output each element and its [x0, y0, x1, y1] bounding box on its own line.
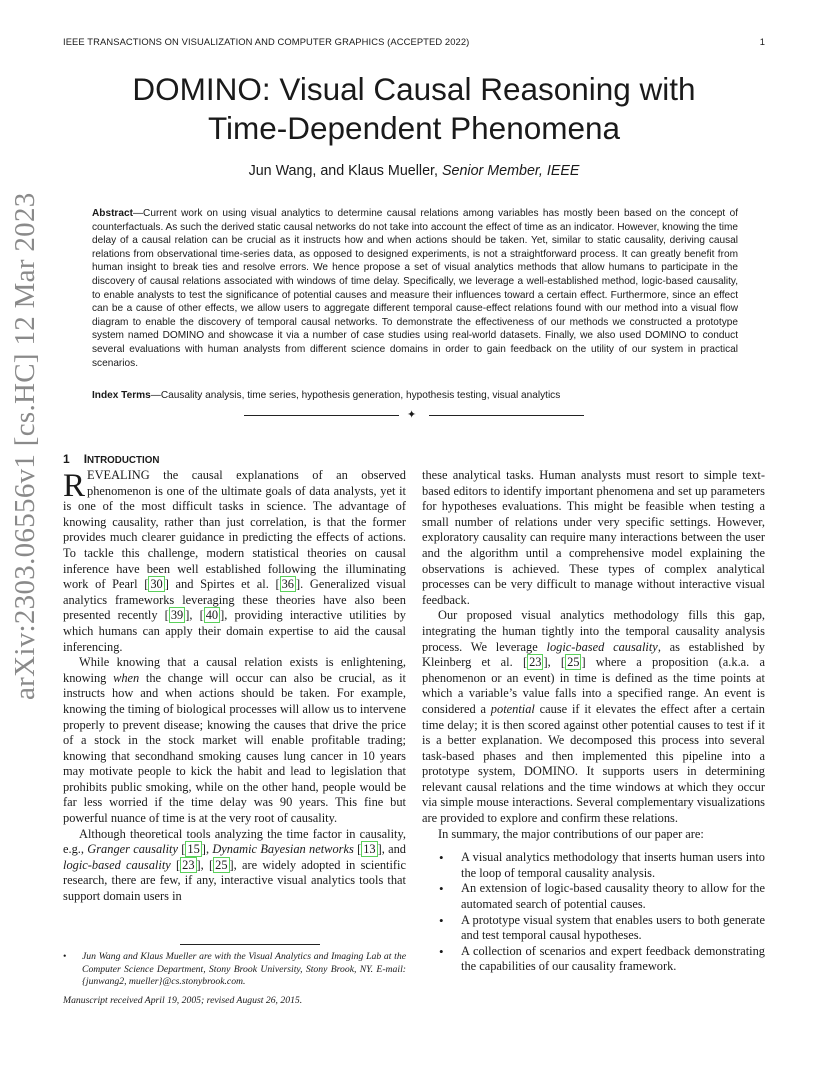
section-divider	[244, 408, 584, 422]
divider-line-right	[429, 415, 584, 416]
citation-link[interactable]: 40	[205, 608, 219, 623]
paragraph: REVEALING the causal explanations of an observed phenomenon is one of the ultimate goals of data analysts, yet it is one of the most difficult tasks in science. The advantage of knowing causality, rather than just correlation, is that the former provides much clearer guidance in predicting the effects of actions. To tackle this challenge, modern statistical theories on causal inference have been well established following the illuminating work of Pearl [ 30 ] and Spirtes et al. [ 36 ]. Generalized visual analytics frameworks leveraging these theories have also been presented recently [ 39 ], [ 40 ], providing interactive utilities by which humans can apply their domain expertise to aid the causal inferencing.	[63, 468, 406, 654]
drop-cap: R	[63, 468, 86, 504]
section-first-letter: I	[83, 452, 88, 466]
list-item: • A visual analytics methodology that inserts human users into the loop of temporal causality analysis.	[461, 850, 765, 881]
index-terms-text: —Causality analysis, time series, hypothesis generation, hypothesis testing, visual analytics	[150, 390, 561, 401]
contribution-list	[422, 850, 765, 975]
footnote-rule	[180, 944, 320, 945]
citation-link[interactable]: 23	[529, 655, 542, 670]
manuscript-note: Manuscript received April 19, 2005; revised August 26, 2015.	[63, 995, 303, 1006]
title-line-2: Time-Dependent Phenomena	[207, 110, 621, 146]
list-item: • A prototype visual system that enables users to both generate and test temporal causal hypotheses.	[461, 913, 765, 944]
footnote-bullet: •	[63, 951, 67, 962]
journal-header: IEEE TRANSACTIONS ON VISUALIZATION AND COMPUTER GRAPHICS (ACCEPTED 2022)	[63, 36, 470, 47]
right-column	[422, 468, 765, 975]
section-number: 1	[63, 452, 70, 466]
citation-link[interactable]: 25	[215, 857, 228, 872]
diamond-icon: ✦	[407, 409, 417, 421]
citation-link[interactable]: 39	[170, 608, 184, 623]
footnote	[63, 951, 406, 989]
citation-link[interactable]: 36	[281, 577, 294, 592]
paragraph: these analytical tasks. Human analysts must resort to simple text-based editors to identify important phenomena and set up parameters for hypotheses evaluations. This might be feasible when testing a small number of relations under very specific settings. However, exploratory causality can require many interactions between the user and the algorithm until a comprehensive model explaining the observations is achieved. These types of complex analytical processes can be very difficult to manage without interactive visual feedback.	[422, 468, 765, 607]
paper-title	[63, 70, 765, 148]
list-item: • A collection of scenarios and expert feedback demonstrating the capabilities of our causality framework.	[461, 944, 765, 975]
arxiv-stamp[interactable]: arXiv:2303.06556v1 [cs.HC] 12 Mar 2023	[9, 192, 41, 700]
page-number: 1	[759, 36, 765, 47]
title-line-1: DOMINO: Visual Causal Reasoning with	[132, 71, 696, 107]
author-list	[63, 163, 765, 179]
left-column	[63, 468, 406, 905]
section-title-rest: NTRODUCTION	[87, 455, 160, 466]
paragraph: Our proposed visual analytics methodology fills this gap, integrating the human tightly into the temporal causality analysis process. We leverage logic-based causality, as established by Kleinberg et al. [ 23 ], [ 25 ] where a proposition (a.k.a. a phenomenon or an event) in time is defined as the time points at which a variable’s value falls into a specified range. An event is considered a potential cause if it elevates the effect after a certain time delay; it is then scored against other potential causes to test if it is a better explanation. We decomposed this process into several task-based phases and then implemented this pipeline into a prototype system, DOMINO. It supports users in determining relevant causal relations and the time windows at which they occur via simple mouse interactions. Several complementary visualizations are provided to explore and confirm these relations.	[422, 608, 765, 826]
paragraph: Although theoretical tools analyzing the time factor in causality, e.g., Granger causality [ 15 ], Dynamic Bayesian networks [ 13 ], and logic-based causality [ 23 ], [ 25 ], are widely adopted in scientific research, there are few, if any, interactive visual analytics tools that support domain users in	[63, 826, 407, 904]
author-names: Jun Wang, and Klaus Mueller,	[248, 163, 438, 179]
abstract-label: Abstract	[92, 208, 133, 219]
citation-link[interactable]: 23	[182, 857, 195, 872]
citation-link[interactable]: 13	[363, 842, 376, 857]
footnote-text: Jun Wang and Klaus Mueller are with the Visual Analytics and Imaging Lab at the Computer Science Department, Stony Brook University, Stony Brook, NY. E-mail: {junwang2, mueller}@cs.stonybrook.com.	[82, 951, 406, 987]
citation-link[interactable]: 25	[567, 655, 580, 670]
abstract	[92, 207, 738, 370]
divider-line-left	[244, 415, 399, 416]
paragraph: While knowing that a causal relation exists is enlightening, knowing when the change will occur can also be crucial, as it instructs how and when actions should be taken. For example, knowing the timing of biological processes will allow us to intervene properly to prevent disease; knowing the causes that drive the price of a stock in the stock market will enable profitable trading; knowing that secondhand smoking causes lung cancer in 10 years may motivate people to kick the habit and lead to legislation that prohibits public smoking, while on the other hand, people would be far less worried if the time delay was 90 years. This fine but powerful nuance of time is at the very root of causality.	[63, 655, 406, 826]
index-terms-label: Index Terms	[92, 390, 151, 401]
abstract-text: —Current work on using visual analytics to determine causal relations among variables has mostly been based on the concept of counterfactuals. As such the derived static causal networks do not take into account the effect of time as an indicator. However, knowing the time delay of a causal relation can be crucial as it instructs how and when actions should be taken. Yet, similar to static causality, deriving causal relations from observational time-series data, as opposed to designed experiments, is not a straightforward process. It can greatly benefit from human insight to break ties and resolve errors. We hence propose a set of visual analytics methods that allow humans to participate in the discovery of causal relations associated with windows of time delay. Specifically, we leverage a well-established method, logic-based causality, to enable analysts to test the significance of potential causes and measure their influences toward a certain effect. Furthermore, since an effect can be a cause of other effects, we allow users to aggregate different temporal cause-effect relations found with our method into a visual flow diagram to enable the discovery of temporal causal networks. To demonstrate the effectiveness of our methods we constructed a prototype system named DOMINO and showcase it via a number of case studies using real-world datasets. Finally, we also used DOMINO to conduct several evaluations with human analysts from different science domains in order to gain feedback on the utility of our system in practical scenarios.	[92, 208, 738, 369]
list-item: • An extension of logic-based causality theory to allow for the automated search of potential causes.	[461, 881, 765, 912]
index-terms	[92, 390, 738, 401]
section-heading	[63, 452, 159, 466]
citation-link[interactable]: 15	[187, 842, 200, 857]
paragraph: In summary, the major contributions of our paper are:	[438, 826, 704, 841]
citation-link[interactable]: 30	[150, 577, 163, 592]
author-role: Senior Member, IEEE	[441, 163, 580, 179]
